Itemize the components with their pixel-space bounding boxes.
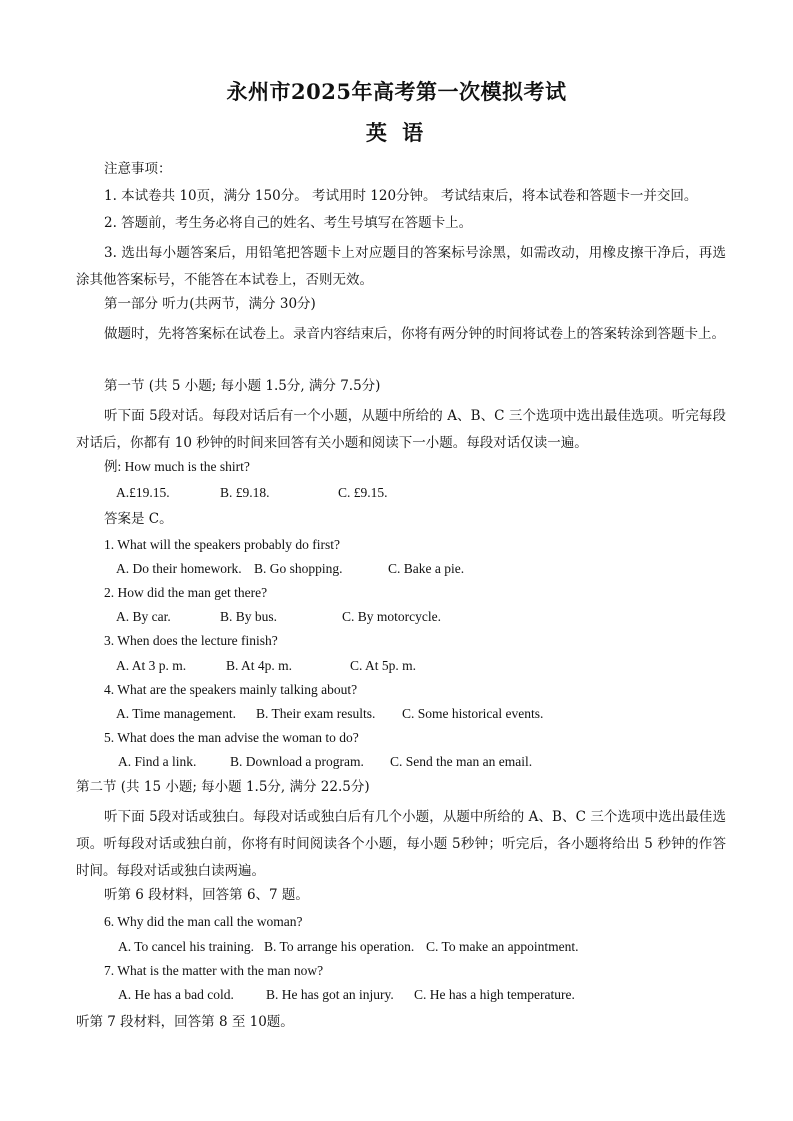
- q7-option-b: B. He has got an injury.: [266, 987, 394, 1002]
- q3-option-a: A. At 3 p. m.: [116, 658, 187, 673]
- q1-option-c: C. Bake a pie.: [388, 561, 465, 576]
- q6-option-c: C. To make an appointment.: [426, 939, 579, 954]
- question-6: 6. Why did the man call the woman?: [104, 914, 303, 929]
- notice-item-2: 2. 答题前，考生务必将自己的姓名、考生号填写在答题卡上。: [104, 215, 473, 231]
- q4-option-a: A. Time management.: [116, 706, 236, 721]
- q4-option-b: B. Their exam results.: [256, 706, 376, 721]
- q3-option-b: B. At 4p. m.: [226, 658, 293, 673]
- q3-option-c: C. At 5p. m.: [350, 658, 417, 673]
- question-5: 5. What does the man advise the woman to do?: [104, 730, 359, 745]
- example-answer: 答案是 C。: [104, 511, 173, 527]
- q7-option-c: C. He has a high temperature.: [414, 987, 575, 1002]
- question-2: 2. How did the man get there?: [104, 585, 268, 600]
- subject-title: 英 语: [365, 120, 428, 145]
- q2-option-b: B. By bus.: [220, 609, 278, 624]
- q1-option-a: A. Do their homework.: [116, 561, 242, 576]
- example-option-b: B. £9.18.: [220, 485, 270, 500]
- q5-option-a: A. Find a link.: [118, 754, 197, 769]
- material-6-heading: 听第 6 段材料，回答第 6、7 题。: [104, 887, 309, 903]
- example-question: 例: How much is the shirt?: [104, 459, 250, 474]
- section1-heading: 第一节 (共 5 小题; 每小题 1.5分, 满分 7.5分): [104, 378, 381, 394]
- notice-item-1: 1. 本试卷共 10页，满分 150分。 考试用时 120分钟。 考试结束后，将本试卷和答题卡一并交回。: [104, 188, 698, 204]
- notice-heading: 注意事项：: [104, 161, 172, 177]
- part1-instruction: 做题时，先将答案标在试卷上。录音内容结束后，你将有两分钟的时间将试卷上的答案转涂到答题卡上。: [104, 326, 725, 342]
- exam-title: 永州市2025年高考第一次模拟考试: [226, 79, 567, 104]
- example-option-a: A.£19.15.: [116, 485, 170, 500]
- q5-option-c: C. Send the man an email.: [390, 754, 533, 769]
- example-option-c: C. £9.15.: [338, 485, 388, 500]
- q4-option-c: C. Some historical events.: [402, 706, 544, 721]
- q7-option-a: A. He has a bad cold.: [118, 987, 234, 1002]
- part1-heading: 第一部分 听力(共两节，满分 30分): [104, 296, 316, 312]
- section2-instruction: 听下面 5段对话或独白。每段对话或独白后有几个小题，从题中所给的 A、B、C 三个选项中选出最佳选项。听每段对话或独白前，你将有时间阅读各个小题，每小题 5秒钟；听完后，各小题将给出 5 秒钟的作答时间。每段对话或独白读两遍。: [76, 809, 726, 879]
- q5-option-b: B. Download a program.: [230, 754, 364, 769]
- question-3: 3. When does the lecture finish?: [104, 633, 278, 648]
- q2-option-c: C. By motorcycle.: [342, 609, 441, 624]
- question-7: 7. What is the matter with the man now?: [104, 963, 324, 978]
- q2-option-a: A. By car.: [116, 609, 171, 624]
- section2-heading: 第二节 (共 15 小题; 每小题 1.5分, 满分 22.5分): [76, 779, 370, 795]
- q1-option-b: B. Go shopping.: [254, 561, 343, 576]
- q6-option-a: A. To cancel his training.: [118, 939, 255, 954]
- section1-instruction: 听下面 5段对话。每段对话后有一个小题，从题中所给的 A、B、C 三个选项中选出最佳选项。听完每段对话后，你都有 10 秒钟的时间来回答有关小题和阅读下一小题。每段对话仅读一遍。: [76, 408, 726, 451]
- material-7-heading: 听第 7 段材料，回答第 8 至 10题。: [76, 1014, 294, 1030]
- question-1: 1. What will the speakers probably do first?: [104, 537, 340, 552]
- question-4: 4. What are the speakers mainly talking about?: [104, 682, 358, 697]
- q6-option-b: B. To arrange his operation.: [264, 939, 415, 954]
- notice-item-3: 3. 选出每小题答案后，用铅笔把答题卡上对应题目的答案标号涂黑，如需改动，用橡皮擦干净后，再选涂其他答案标号，不能答在本试卷上，否则无效。: [76, 245, 726, 288]
